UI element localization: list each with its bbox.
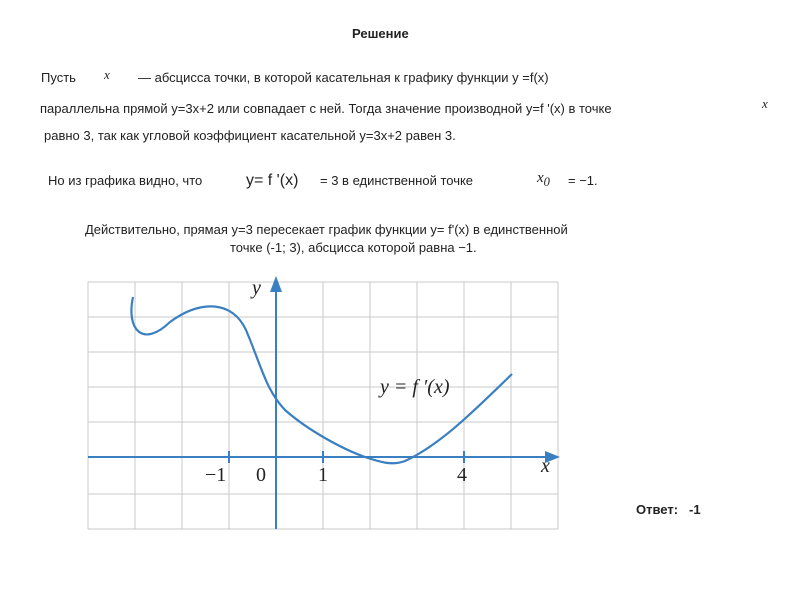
y-axis: [270, 276, 282, 529]
para1-pre: Пусть: [41, 70, 76, 85]
curve-label: y = f ′(x): [380, 376, 450, 398]
page-title: Решение: [352, 26, 409, 41]
x0-letter: x: [537, 170, 544, 186]
para4-pre: Но из графика видно, что: [48, 173, 203, 188]
paragraph-3: равно 3, так как угловой коэффициент касательной y=3x+2 равен 3.: [44, 128, 456, 143]
tick-label-1: 1: [318, 464, 328, 486]
para1-post: — абсцисса точки, в которой касательная к графику функции y =f(x): [138, 70, 549, 85]
para4-post: = −1.: [568, 173, 598, 188]
para2-x-var: x: [762, 96, 768, 111]
para4-formula: y= f '(x): [246, 172, 299, 189]
tick-label-minus-1: −1: [205, 464, 227, 486]
x0-subscript: 0: [543, 175, 550, 189]
para1-x-var: x: [104, 67, 110, 82]
derivative-curve: [131, 297, 512, 463]
y-axis-label: y: [252, 277, 261, 299]
para2-text: параллельна прямой y=3x+2 или совпадает с ней. Тогда значение производной y=f '(x) в точке: [40, 101, 612, 116]
tick-label-0: 0: [256, 464, 266, 486]
para4-mid: = 3 в единственной точке: [320, 173, 474, 188]
x-axis-label: x: [541, 455, 550, 477]
tick-label-4: 4: [457, 464, 467, 486]
answer-value: -1: [689, 502, 701, 517]
para5-line1: Действительно, прямая y=3 пересекает график функции y= f'(x) в единственной: [85, 222, 568, 237]
para5-line2: точке (-1; 3), абсцисса которой равна −1.: [230, 240, 477, 255]
answer-label: Ответ:: [636, 502, 679, 517]
graph-grid: [88, 282, 558, 529]
